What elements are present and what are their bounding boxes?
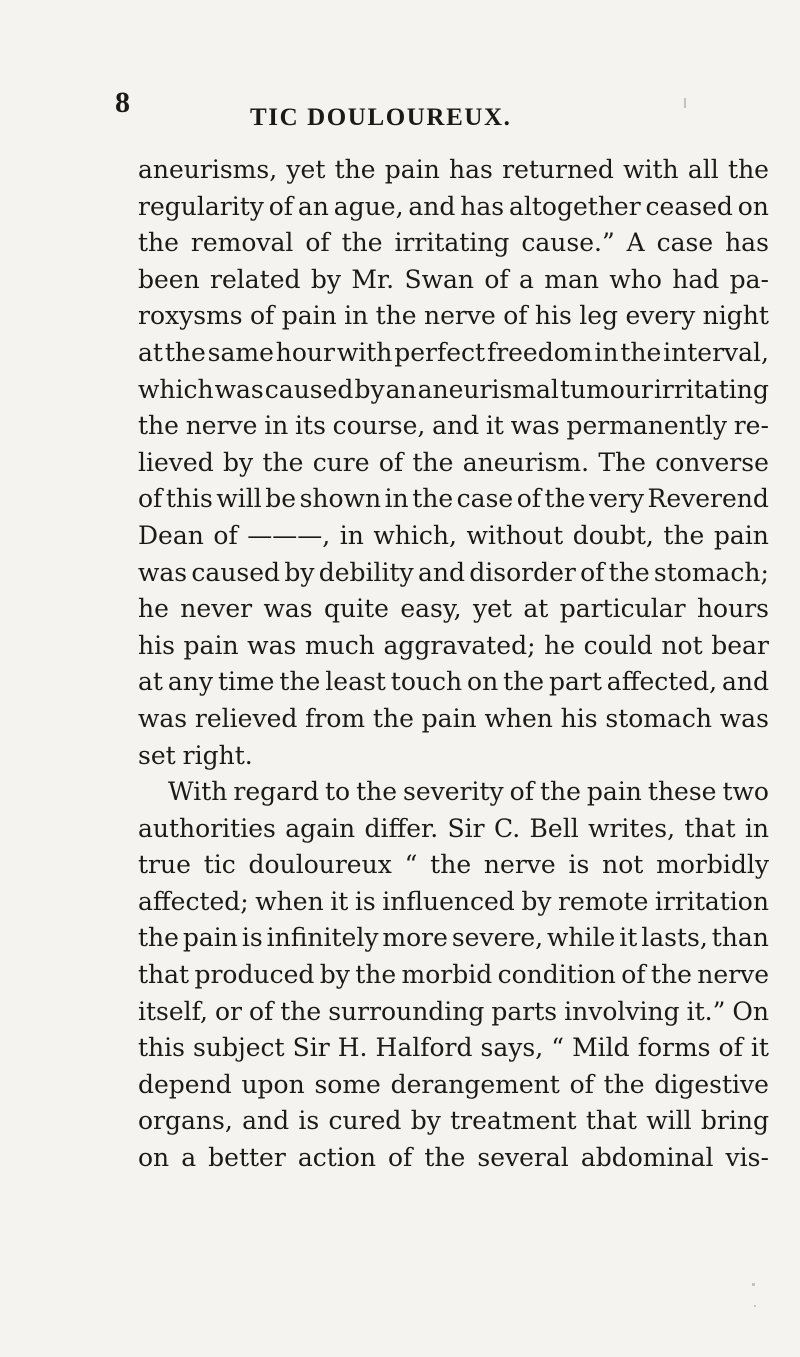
word: be [265, 484, 297, 514]
word: which [138, 374, 214, 404]
word: Sir [292, 1033, 330, 1063]
word: was [247, 630, 297, 660]
body-text [138, 152, 769, 1177]
text-line [138, 994, 769, 1031]
word: the [279, 667, 321, 697]
word: irritating [394, 228, 510, 258]
word: while [547, 923, 616, 953]
word: pain [183, 630, 239, 660]
word: influenced [382, 886, 515, 916]
word: surrounding [328, 996, 485, 1026]
word: and [432, 411, 480, 441]
word: says, [480, 1033, 544, 1063]
word: is [354, 886, 376, 916]
text-line [138, 298, 769, 335]
word: by [284, 557, 315, 587]
word: perfect [394, 337, 486, 367]
word: caused [191, 557, 281, 587]
word: been [138, 264, 200, 294]
word: of [388, 1143, 413, 1173]
word: removal [190, 228, 294, 258]
word: touch [390, 667, 463, 697]
word: from [305, 703, 366, 733]
word: aneurisms, [138, 155, 278, 184]
word: “ [404, 850, 418, 880]
word: debility [318, 557, 414, 587]
word: at [138, 667, 163, 697]
word: he [138, 594, 169, 624]
margin-speck [754, 1305, 756, 1307]
word: aneurismal [417, 374, 559, 404]
word: of [248, 996, 274, 1026]
word: easy, [400, 594, 462, 624]
word: never [180, 594, 253, 624]
word: true [138, 850, 191, 880]
text-line [138, 957, 769, 994]
word: that [585, 1106, 637, 1136]
word: doubt, [572, 520, 654, 550]
word: it [619, 923, 638, 953]
word: re- [733, 411, 769, 441]
word: relieved [194, 703, 298, 733]
word: not [661, 630, 703, 660]
word: parts [491, 996, 558, 1026]
word: writes, [588, 813, 676, 843]
word: infinitely [266, 923, 379, 953]
word: altogether [508, 191, 641, 221]
word: this [165, 484, 213, 514]
word: Mr. [351, 264, 395, 294]
word: is [298, 1106, 320, 1136]
word: the [280, 996, 322, 1026]
word: caused [264, 374, 354, 404]
word: regularity [138, 191, 264, 221]
word: course, [332, 411, 426, 441]
word: more [382, 923, 448, 953]
word: irritation [654, 886, 769, 916]
word: on [138, 1143, 170, 1173]
word: shown [299, 484, 382, 514]
word: lasts, [641, 923, 708, 953]
word: quite [323, 594, 389, 624]
word: by [319, 960, 350, 990]
word: converse [655, 447, 769, 477]
word: he [544, 630, 576, 660]
word: that [138, 960, 190, 990]
word: has [460, 191, 505, 221]
word: The [598, 447, 646, 477]
word: the [620, 337, 662, 367]
word: any [167, 667, 214, 697]
word: these [647, 777, 717, 807]
word: vis- [725, 1143, 769, 1173]
running-head: TIC DOULOUREUX. [250, 104, 512, 131]
text-line [138, 189, 769, 226]
word: the [341, 228, 383, 258]
text-line [138, 335, 769, 372]
word: pain [586, 777, 642, 807]
word: pain [281, 301, 337, 331]
word: the [334, 155, 376, 184]
word: an [297, 191, 329, 221]
word: is [241, 923, 263, 953]
word: it [330, 886, 349, 916]
word: aggravated; [383, 630, 536, 660]
word: cure [312, 447, 370, 477]
word: two [722, 777, 769, 807]
text-line [138, 847, 769, 884]
word: man [544, 264, 599, 294]
word: of [213, 520, 238, 550]
word: returned [502, 155, 614, 184]
word: yet [286, 155, 326, 184]
word: of [305, 228, 330, 258]
text-line [138, 518, 769, 555]
word: of [138, 484, 163, 514]
word: nerve [483, 850, 556, 880]
word: at [138, 337, 163, 367]
word: of [516, 484, 542, 514]
word: had [672, 264, 720, 294]
word: his [560, 703, 598, 733]
word: was [263, 594, 313, 624]
word: the [430, 850, 472, 880]
word: at [523, 594, 549, 624]
margin-speck [752, 1283, 755, 1286]
word: remote [558, 886, 649, 916]
word: some [314, 1069, 381, 1099]
word: case [456, 484, 514, 514]
word: which, [373, 520, 457, 550]
word: cause.” [521, 228, 615, 258]
word: an [385, 374, 417, 404]
word: produced [194, 960, 315, 990]
word: was [138, 703, 188, 733]
word: On [732, 996, 769, 1026]
word: involving [564, 996, 680, 1026]
word: in [594, 337, 619, 367]
word: of [718, 1033, 743, 1063]
word: Halford [375, 1033, 473, 1063]
word: and [721, 667, 769, 697]
word: the [728, 155, 769, 184]
word: who [609, 264, 662, 294]
text-line [138, 481, 769, 518]
word: to [324, 777, 351, 807]
word: tumour [559, 374, 653, 404]
word: hours [696, 594, 769, 624]
text-line [138, 701, 769, 738]
word: least [325, 667, 386, 697]
word: right. [182, 740, 253, 770]
word: night [702, 301, 769, 331]
text-line [138, 1067, 769, 1104]
word: much [304, 630, 375, 660]
word: in [384, 484, 409, 514]
word: regard [233, 777, 319, 807]
word: lieved [138, 447, 214, 477]
word: his [534, 301, 572, 331]
word: it [485, 411, 504, 441]
word: the [424, 1143, 466, 1173]
word: ceased [645, 191, 733, 221]
word: pain [182, 923, 238, 953]
word: by [310, 264, 342, 294]
word: stomach [605, 703, 712, 733]
text-line [138, 408, 769, 445]
word: freedom [486, 337, 593, 367]
word: forms [637, 1033, 711, 1063]
word: by [410, 1106, 441, 1136]
word: the [356, 777, 398, 807]
word: the [355, 960, 397, 990]
text-line [138, 738, 769, 775]
word: has [725, 228, 769, 258]
word: could [583, 630, 653, 660]
word: of [250, 301, 275, 331]
word: differ. [364, 813, 439, 843]
word: stomach; [653, 557, 769, 587]
word: pain [713, 520, 769, 550]
word: not [602, 850, 644, 880]
text-line [138, 1030, 769, 1067]
word: affected; [138, 886, 249, 916]
word: tic [203, 850, 236, 880]
word: upon [241, 1069, 305, 1099]
text-line [138, 628, 769, 665]
word: very [589, 484, 644, 514]
word: douloureux [248, 850, 392, 880]
word: morbidly [656, 850, 769, 880]
word: will [646, 1106, 692, 1136]
word: was [719, 703, 769, 733]
word: authorities [138, 813, 276, 843]
word: digestive [654, 1069, 769, 1099]
word: in [744, 813, 769, 843]
word: subject [193, 1033, 285, 1063]
word: same [207, 337, 274, 367]
word: Swan [404, 264, 474, 294]
word: Sir [447, 813, 485, 843]
word: the [663, 520, 705, 550]
word: of [484, 264, 509, 294]
word: all [687, 155, 719, 184]
word: with [623, 155, 679, 184]
word: a [181, 1143, 197, 1173]
word: leg [579, 301, 619, 331]
word: the [650, 960, 692, 990]
word: Mild [572, 1033, 630, 1063]
word: is [568, 850, 590, 880]
word: the [544, 484, 586, 514]
word: of [621, 960, 646, 990]
word: Bell [529, 813, 579, 843]
word: permanently [566, 411, 727, 441]
word: pain [384, 155, 440, 184]
word: this [138, 1033, 185, 1063]
word: related [210, 264, 301, 294]
word: bear [711, 630, 769, 660]
word: ague, [333, 191, 404, 221]
word: particular [559, 594, 686, 624]
word: of [268, 191, 294, 221]
word: action [297, 1143, 376, 1173]
word: With [168, 777, 228, 807]
word: the [539, 777, 581, 807]
word: has [449, 155, 493, 184]
word: hour [275, 337, 335, 367]
word: better [208, 1143, 286, 1173]
word: in [264, 411, 289, 441]
word: nerve [697, 960, 769, 990]
word: treatment [450, 1106, 577, 1136]
text-line [138, 225, 769, 262]
text-line [138, 774, 769, 811]
text-line [138, 555, 769, 592]
word: ———, [247, 520, 331, 550]
word: nerve [185, 411, 258, 441]
word: was [138, 557, 188, 587]
word: the [412, 484, 454, 514]
word: condition [497, 960, 616, 990]
word: disorder [469, 557, 576, 587]
word: severe, [451, 923, 544, 953]
word: the [608, 557, 650, 587]
word: when [255, 886, 324, 916]
word: case [656, 228, 714, 258]
word: A [626, 228, 645, 258]
word: by [223, 447, 254, 477]
word: the [503, 667, 545, 697]
word: derangement [390, 1069, 560, 1099]
text-line [138, 811, 769, 848]
word: by [521, 886, 552, 916]
word: every [625, 301, 696, 331]
word: affected, [606, 667, 718, 697]
word: pa- [729, 264, 769, 294]
word: with [336, 337, 393, 367]
text-line [138, 372, 769, 409]
word: pain [421, 703, 477, 733]
word: was [510, 411, 560, 441]
word: or [214, 996, 242, 1026]
word: and [417, 557, 465, 587]
word: the [262, 447, 304, 477]
word: cured [328, 1106, 402, 1136]
word: “ [551, 1033, 565, 1063]
word: several [477, 1143, 569, 1173]
word: its [295, 411, 326, 441]
word: abdominal [580, 1143, 714, 1173]
word: itself, [138, 996, 208, 1026]
word: when [484, 703, 553, 733]
word: of [503, 301, 528, 331]
word: will [216, 484, 262, 514]
word: and [242, 1106, 290, 1136]
word: a [519, 264, 534, 294]
text-line [138, 1103, 769, 1140]
word: Dean [138, 520, 204, 550]
word: the [138, 228, 179, 258]
word: organs, [138, 1106, 233, 1136]
word: time [217, 667, 275, 697]
word: the [375, 301, 417, 331]
word: of [580, 557, 605, 587]
word: that [684, 813, 736, 843]
text-line [138, 591, 769, 628]
word: H. [337, 1033, 368, 1063]
word: than [711, 923, 769, 953]
text-line [138, 920, 769, 957]
word: depend [138, 1069, 232, 1099]
word: without [466, 520, 564, 550]
word: was [214, 374, 264, 404]
word: and [408, 191, 456, 221]
word: the [164, 337, 206, 367]
word: Reverend [647, 484, 769, 514]
word: part [548, 667, 602, 697]
word: bring [700, 1106, 769, 1136]
word: in [344, 301, 369, 331]
word: yet [473, 594, 512, 624]
word: again [285, 813, 356, 843]
word: set [138, 740, 176, 770]
word: on [467, 667, 499, 697]
word: by [354, 374, 385, 404]
word: the [372, 703, 414, 733]
word: of [569, 1069, 594, 1099]
word: roxysms [138, 301, 243, 331]
word: aneurism. [462, 447, 590, 477]
text-line [138, 1140, 769, 1177]
word: the [412, 447, 454, 477]
word: C. [493, 813, 521, 843]
word: the [603, 1069, 645, 1099]
text-line [138, 445, 769, 482]
word: it.” [686, 996, 726, 1026]
word: nerve [424, 301, 496, 331]
word: severity [403, 777, 504, 807]
word: of [378, 447, 404, 477]
word: of [509, 777, 534, 807]
page-number: 8 [115, 86, 130, 119]
word: interval, [663, 337, 769, 367]
word: the [138, 923, 179, 953]
text-line [138, 884, 769, 921]
text-line [138, 152, 769, 189]
word: it [750, 1033, 769, 1063]
text-line [138, 262, 769, 299]
word: morbid [401, 960, 493, 990]
margin-speck [684, 98, 686, 108]
word: irritating [653, 374, 769, 404]
text-line [138, 664, 769, 701]
word: the [138, 411, 179, 441]
word: on [737, 191, 769, 221]
word: in [339, 520, 364, 550]
word: his [138, 630, 175, 660]
